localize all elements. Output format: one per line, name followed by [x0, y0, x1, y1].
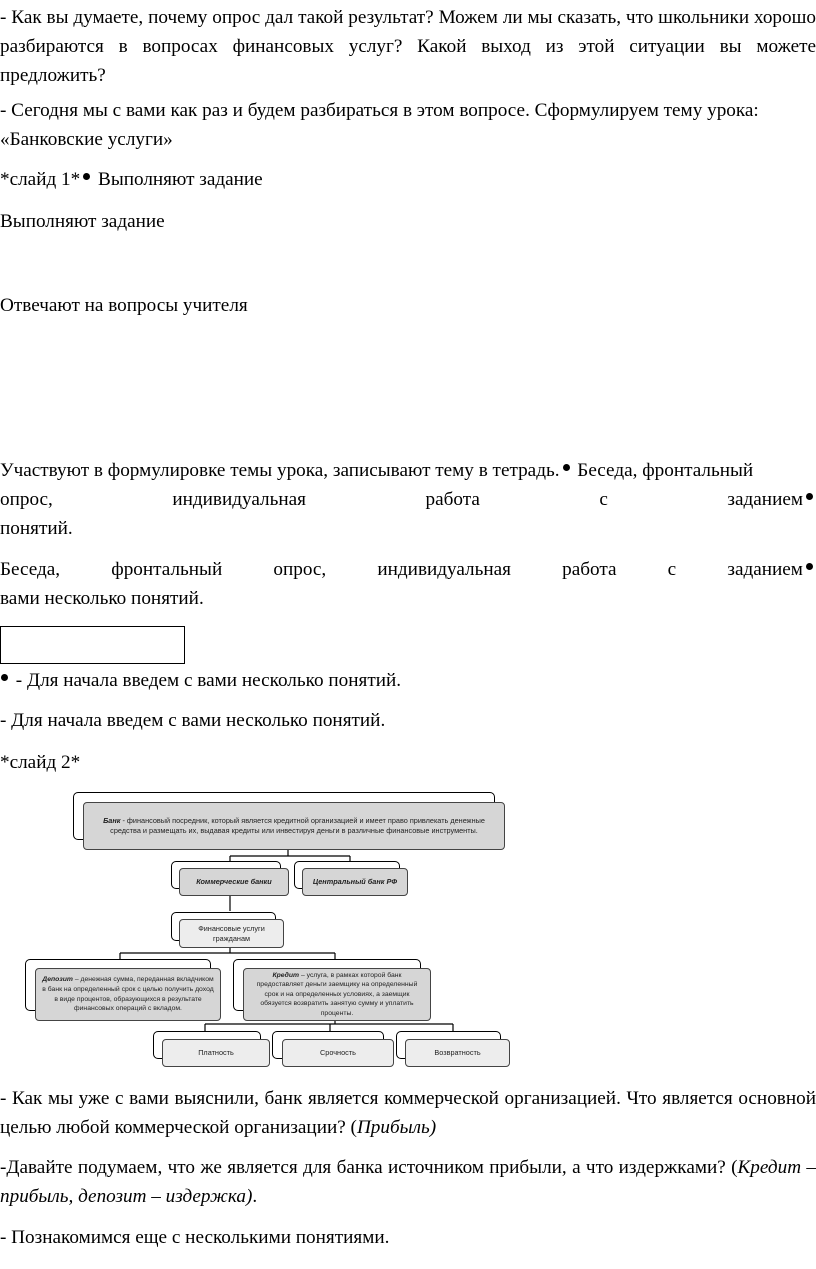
paragraph-commercial-goal: - Как мы уже с вами выяснили, банк является коммерческой организацией. Что является основной целью любой коммерческой организации? (Прибыль) [0, 1088, 816, 1138]
paragraph-intro-terms-bullet: - Для начала введем с вами несколько понятий. [0, 666, 816, 695]
credit-node: Кредит – услуга, в рамках которой банк предоставляет деньги заемщику на определенный срок и на определенных условиях, а заемщик обязуется возвратить занятую сумму и уплатить проценты. [233, 959, 431, 1021]
paragraph-conversation: Беседа, фронтальный опрос, индивидуальная работа с заданием вами несколько понятий. [0, 555, 816, 613]
payment-node: Платность [153, 1031, 270, 1067]
paragraph-survey-question: - Как вы думаете, почему опрос дал такой результат? Можем ли мы сказать, что школьники хорошо разбираются в вопросах финансовых услуг? Какой выход из этой ситуации вы можете предложить? [0, 7, 816, 86]
return-node: Возвратность [396, 1031, 510, 1067]
paragraph-topic-formulation: Участвуют в формулировке темы урока, записывают тему в тетрадь. Беседа, фронтальный опрос, индивидуальная работа с заданием понятий. [0, 456, 816, 543]
paragraph-task: Выполняют задание [0, 211, 165, 232]
commercial-banks-node: Коммерческие банки [171, 861, 289, 896]
bank-node: Банк - финансовый посредник, который является кредитной организацией и имеет право привлекать денежные средства и размещать их, выдавая кредиты или инвестируя деньги в различные финансовые инструменты. [73, 792, 505, 850]
central-bank-node: Центральный банк РФ [294, 861, 408, 896]
deposit-node: Депозит – денежная сумма, переданная вкладчиком в банк на определенный срок с целью получить доход в виде процентов, образующихся в результате финансовых операций с вкладом. [25, 959, 221, 1021]
paragraph-intro-terms: - Для начала введем с вами несколько понятий. [0, 710, 386, 731]
paragraph-profit-costs: -Давайте подумаем, что же является для банка источником прибыли, а что издержками? (Кредит – прибыль, депозит – издержка). [0, 1157, 816, 1207]
urgency-node: Срочность [272, 1031, 394, 1067]
paragraph-lesson-topic: - Сегодня мы с вами как раз и будем разбираться в этом вопросе. Сформулируем тему урока: «Банковские услуги» [0, 100, 759, 150]
paragraph-slide-1: *слайд 1* Выполняют задание [0, 169, 263, 190]
paragraph-slide-2: *слайд 2* [0, 752, 81, 773]
paragraph-more-terms: - Познакомимся еще с несколькими понятиями. [0, 1227, 390, 1248]
financial-services-node: Финансовые услуги гражданам [171, 912, 284, 948]
paragraph-answers: Отвечают на вопросы учителя [0, 295, 248, 316]
